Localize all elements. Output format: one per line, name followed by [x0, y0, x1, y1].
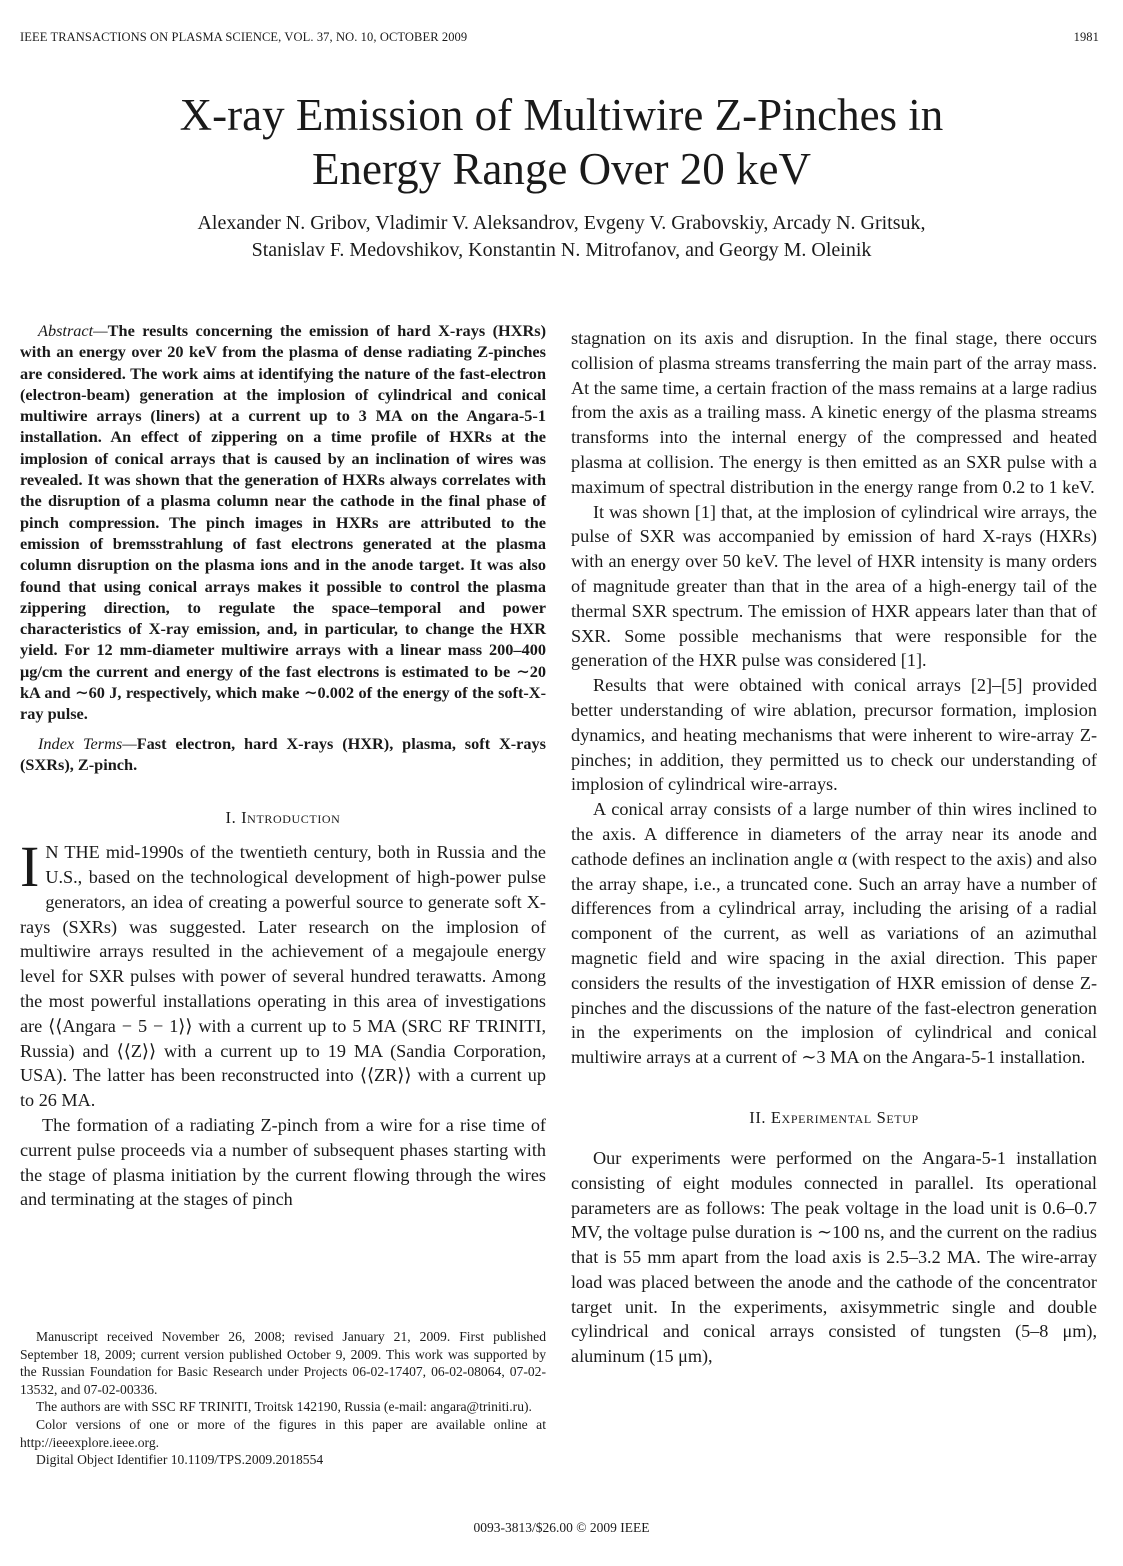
copyright-footer: 0093-3813/$26.00 © 2009 IEEE [473, 1520, 650, 1535]
index-terms [20, 733, 546, 776]
footnote-affiliation: The authors are with SSC RF TRINITI, Troitsk 142190, Russia (e-mail: angara@triniti.ru). [36, 1399, 532, 1415]
footnote-doi: Digital Object Identifier 10.1109/TPS.2009.2018554 [36, 1452, 324, 1468]
abstract-text: The results concerning the emission of hard X-rays (HXRs) with an energy over 20 keV from the plasma of dense radiating Z-pinches are considered. The work aims at identifying the nature of the fast-electron (electron-beam) generation at the implosion of cylindrical and conical multiwire arrays (liners) at a current up to 3 MA on the Angara-5-1 installation. An effect of zippering on a time profile of HXRs at the implosion of conical arrays that is caused by an inclination of wires was revealed. It was shown that the generation of HXRs always correlates with the disruption of a plasma column near the cathode in the final phase of pinch compression. The pinch images in HXRs are attributed to the emission of bremsstrahlung of fast electrons generated at the plasma column disruption on the plasma ions and in the anode target. It was also found that using conical arrays makes it possible to control the plasma zippering direction, to regulate the space–temporal and power characteristics of X-ray emission, and, in particular, to change the HXR yield. For 12 mm-diameter multiwire arrays with a linear mass 200–400 μg/cm the current and energy of the fast electrons is estimated to be ∼20 kA and ∼60 J, respectively, which make ∼0.002 of the energy of the soft-X-ray pulse. [20, 321, 546, 724]
drop-cap: I [20, 834, 40, 900]
title-line-1: X-ray Emission of Multiwire Z-Pinches in [179, 90, 944, 140]
authors-line-1: Alexander N. Gribov, Vladimir V. Aleksandrov, Evgeny V. Grabovskiy, Arcady N. Gritsuk, [197, 212, 926, 234]
section-heading-experimental-setup: II. Experimental Setup [749, 1107, 919, 1127]
title-line-2: Energy Range Over 20 keV [311, 144, 812, 194]
intro-paragraph-1 [20, 834, 546, 1113]
right-paragraph-3: Results that were obtained with conical arrays [2]–[5] provided better understanding of wire ablation, precursor formation, implosion dynamics, and heating mechanisms that were inherent to wire-array Z-pinches; in addition, they permitted us to check our understanding of implosion of cylindrical wire-arrays. [571, 675, 1097, 795]
right-paragraph-4: A conical array consists of a large number of thin wires inclined to the axis. A difference in diameters of the array near its anode and cathode defines an inclination angle α (with respect to the axis) and also the array shape, i.e., a truncated cone. Such an array have a number of differences from a cylindrical array, including the arising of a radial component of the current, as well as variations of an azimuthal magnetic field and wire spacing in the axial direction. This paper considers the results of the investigation of HXR emission of dense Z-pinches and the discussions of the nature of the fast-electron generation in the experiments on the implosion of cylindrical and conical multiwire arrays at a current of ∼3 MA on the Angara-5-1 installation. [571, 799, 1097, 1068]
abstract-lead: Abstract— [38, 321, 108, 340]
paper-title [0, 88, 1123, 196]
footnote-color: Color versions of one or more of the figures in this paper are available online at http://ieeexplore.ieee.org. [20, 1416, 546, 1450]
intro-paragraph-2: The formation of a radiating Z-pinch from a wire for a rise time of current pulse proceeds via a number of subsequent phases starting with the stage of plasma initiation by the current flowing through the wires and terminating at the stages of pinch [20, 1115, 546, 1210]
left-column [20, 320, 546, 1212]
running-head [20, 30, 1099, 45]
intro-paragraph-1-text: N THE mid-1990s of the twentieth century, both in Russia and the U.S., based on the technological development of high-power pulse generators, an idea of creating a powerful source to generate soft X-rays (SXRs) was suggested. Later research on the implosion of multiwire arrays resulted in the achievement of a megajoule energy level for SXR pulses with power of several hundred terawatts. Among the most powerful installations operating in this area of investigations are ⟨⟨Angara − 5 − 1⟩⟩ with a current up to 5 MA (SRC RF TRINITI, Russia) and ⟨⟨Z⟩⟩ with a current up to 19 MA (Sandia Corporation, USA). The latter has been reconstructed into ⟨⟨ZR⟩⟩ with a current up to 26 MA. [20, 842, 546, 1111]
right-paragraph-5: Our experiments were performed on the Angara-5-1 installation consisting of eight modules connected in parallel. Its operational parameters are as follows: The peak voltage in the load unit is 0.6–0.7 MV, the voltage pulse duration is ∼100 ns, and the current on the radius that is 55 mm apart from the load axis is 2.5–3.2 MA. The wire-array load was placed between the anode and the cathode of the concentrator target unit. In the experiments, axisymmetric single and double cylindrical and conical arrays consisted of tungsten (5–8 μm), aluminum (15 μm), [571, 1147, 1097, 1367]
index-terms-lead: Index Terms— [38, 733, 137, 753]
index-terms-text: Fast electron, hard X-rays (HXR), plasma, soft X-rays (SXRs), Z-pinch. [20, 733, 546, 774]
footnotes [20, 1328, 546, 1469]
abstract [20, 320, 546, 725]
right-paragraph-2: It was shown [1] that, at the implosion of cylindrical wire arrays, the pulse of SXR was accompanied by emission of hard X-rays (HXRs) with an energy over 50 keV. The level of HXR intensity is many orders of magnitude greater than that in the area of a high-energy tail of the thermal SXR spectrum. The emission of HXR appears later than that of SXR. Some possible mechanisms that were responsible for the generation of the HXR pulse was considered [1]. [571, 501, 1097, 671]
right-paragraph-1: stagnation on its axis and disruption. In the final stage, there occurs collision of plasma streams transferring the main part of the array mass. At the same time, a certain fraction of the mass remains at a large radius from the axis as a trailing mass. A kinetic energy of the plasma streams transforms into the internal energy of the compressed and heated plasma at collision. The energy is then emitted as an SXR pulse with a maximum of spectral distribution in the energy range from 0.2 to 1 keV. [571, 328, 1097, 497]
footnote-manuscript: Manuscript received November 26, 2008; revised January 21, 2009. First published September 18, 2009; current version published October 9, 2009. This work was supported by the Russian Foundation for Basic Research under Projects 06-02-17407, 06-02-08064, 07-02-13532, and 07-02-00336. [20, 1329, 546, 1397]
right-column [571, 326, 1097, 1369]
authors-line-2: Stanislav F. Medovshikov, Konstantin N. Mitrofanov, and Georgy M. Oleinik [251, 239, 872, 261]
author-list [0, 210, 1123, 264]
journal-citation: IEEE TRANSACTIONS ON PLASMA SCIENCE, VOL. 37, NO. 10, OCTOBER 2009 [20, 30, 468, 44]
page-number: 1981 [1073, 30, 1099, 44]
section-heading-introduction: I. Introduction [225, 808, 341, 828]
